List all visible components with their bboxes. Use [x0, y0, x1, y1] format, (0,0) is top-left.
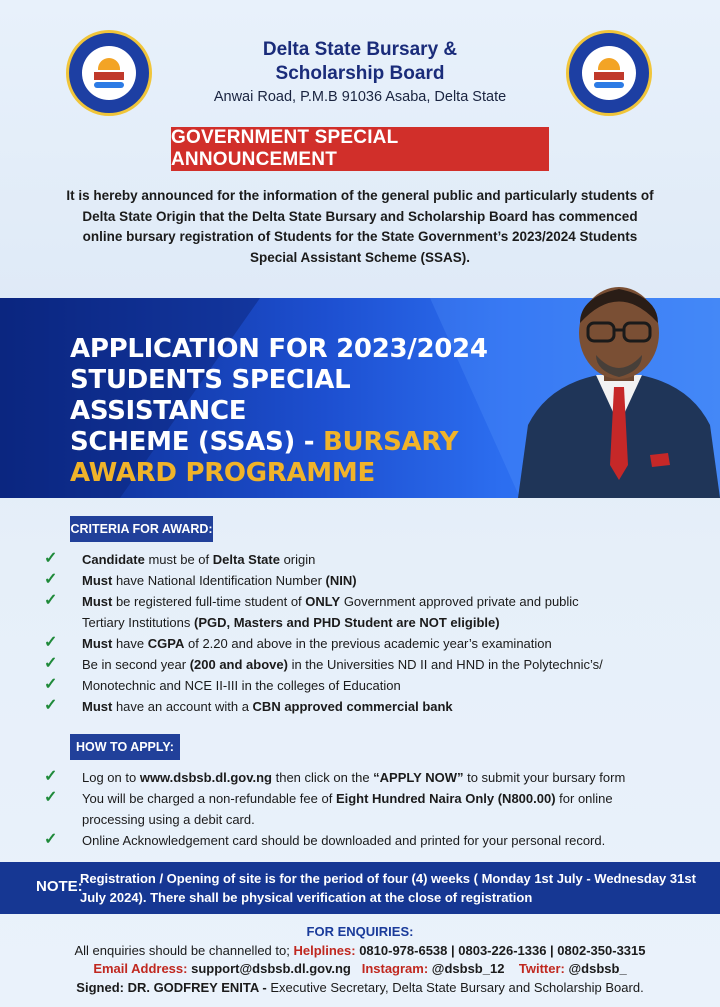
dsbsb-seal-logo: [566, 30, 652, 116]
checkmark-icon: ✓: [44, 592, 58, 609]
book-icon: [94, 72, 124, 80]
checkmark-icon: ✓: [44, 655, 58, 672]
governor-portrait: [518, 275, 720, 498]
enquiries-contacts: Email Address: support@dsbsb.dl.gov.ng Instagram: @dsbsb_12 Twitter: @dsbsb_: [93, 961, 627, 976]
apply-step: ✓ You will be charged a non-refundable fee of Eight Hundred Naira Only (N800.00) for online: [44, 789, 613, 806]
board-title-line2: Scholarship Board: [275, 63, 445, 84]
signature-line: Signed: DR. GODFREY ENITA - Executive Secretary, Delta State Bursary and Scholarship Board.: [76, 980, 644, 995]
note-label: NOTE:: [36, 878, 83, 895]
hero-title-line3-white: SCHEME (SSAS) -: [70, 427, 324, 457]
delta-state-seal-logo: [66, 30, 152, 116]
board-title: [190, 38, 530, 86]
checkmark-icon: ✓: [44, 550, 58, 567]
seal-emblem: [82, 46, 136, 100]
intro-paragraph: It is hereby announced for the information of the general public and particularly students of Delta State Origin that the Delta State Bursary and Scholarship Board has commenced online bursary registration of Students for the State Government’s 2023/2024 Students Special Assistant Scheme (SSAS).: [66, 188, 654, 265]
hero-title-line1: APPLICATION FOR 2023/2024: [70, 334, 488, 364]
criteria-list: [44, 549, 684, 717]
criteria-item: ✓ Must have an account with a CBN approved commercial bank: [44, 697, 453, 714]
sun-icon: [98, 58, 120, 70]
hero-title-line3: [70, 427, 510, 458]
hero-title-line4: AWARD PROGRAMME: [70, 458, 375, 488]
board-title-line1: Delta State Bursary &: [262, 39, 458, 60]
apply-step-continued: processing using a debit card.: [82, 812, 255, 827]
checkmark-icon: ✓: [44, 571, 58, 588]
hero-title-line2: STUDENTS SPECIAL ASSISTANCE: [70, 365, 351, 426]
water-icon: [594, 82, 624, 88]
checkmark-icon: ✓: [44, 768, 58, 785]
board-address: Anwai Road, P.M.B 91036 Asaba, Delta State: [213, 89, 507, 105]
criteria-item: ✓ Must be registered full-time student of ONLY Government approved private and public: [44, 592, 579, 609]
note-text: Registration / Opening of site is for the period of four (4) weeks ( Monday 1st July - Wednesday 31st July 2024). There shall be physical verification at the close of registration: [80, 871, 696, 905]
criteria-item: ✓ Monotechnic and NCE II-III in the colleges of Education: [44, 676, 401, 693]
water-icon: [94, 82, 124, 88]
checkmark-icon: ✓: [44, 634, 58, 651]
apply-step: ✓ Log on to www.dsbsb.dl.gov.ng then click on the “APPLY NOW” to submit your bursary form: [44, 768, 626, 785]
seal-acronym: DSBSB: [596, 92, 622, 99]
enquiries-title: FOR ENQUIRIES:: [306, 924, 414, 939]
criteria-item: ✓ Must have National Identification Number (NIN): [44, 571, 357, 588]
hero-title: [70, 334, 510, 489]
twitter-link[interactable]: @dsbsb_: [564, 961, 627, 976]
criteria-item: ✓ Candidate must be of Delta State origin: [44, 550, 316, 567]
how-to-apply-list: [44, 767, 684, 851]
criteria-label: CRITERIA FOR AWARD:: [70, 516, 213, 542]
hero-title-line3-gold: BURSARY: [323, 427, 459, 457]
criteria-item: ✓ Must have CGPA of 2.20 and above in the previous academic year’s examination: [44, 634, 552, 651]
announcement-banner: GOVERNMENT SPECIAL ANNOUNCEMENT: [171, 127, 549, 171]
apply-website-link[interactable]: www.dsbsb.dl.gov.ng: [139, 770, 272, 785]
criteria-item-continued: Tertiary Institutions (PGD, Masters and PHD Student are NOT eligible): [82, 615, 500, 630]
checkmark-icon: ✓: [44, 676, 58, 693]
email-link[interactable]: support@dsbsb.dl.gov.ng: [187, 961, 351, 976]
instagram-link[interactable]: @dsbsb_12: [428, 961, 505, 976]
checkmark-icon: ✓: [44, 697, 58, 714]
apply-step: ✓ Online Acknowledgement card should be downloaded and printed for your personal record.: [44, 831, 606, 848]
note-bar: [0, 862, 720, 914]
book-icon: [594, 72, 624, 80]
sun-icon: [598, 58, 620, 70]
criteria-item: ✓ Be in second year (200 and above) in the Universities ND II and HND in the Polytechnic’s/: [44, 655, 603, 672]
enquiries-helplines: All enquiries should be channelled to; Helplines: 0810-978-6538 | 0803-226-1336 | 0802-350-3315: [74, 943, 646, 958]
checkmark-icon: ✓: [44, 831, 58, 848]
how-to-apply-label: HOW TO APPLY:: [70, 734, 180, 760]
checkmark-icon: ✓: [44, 789, 58, 806]
